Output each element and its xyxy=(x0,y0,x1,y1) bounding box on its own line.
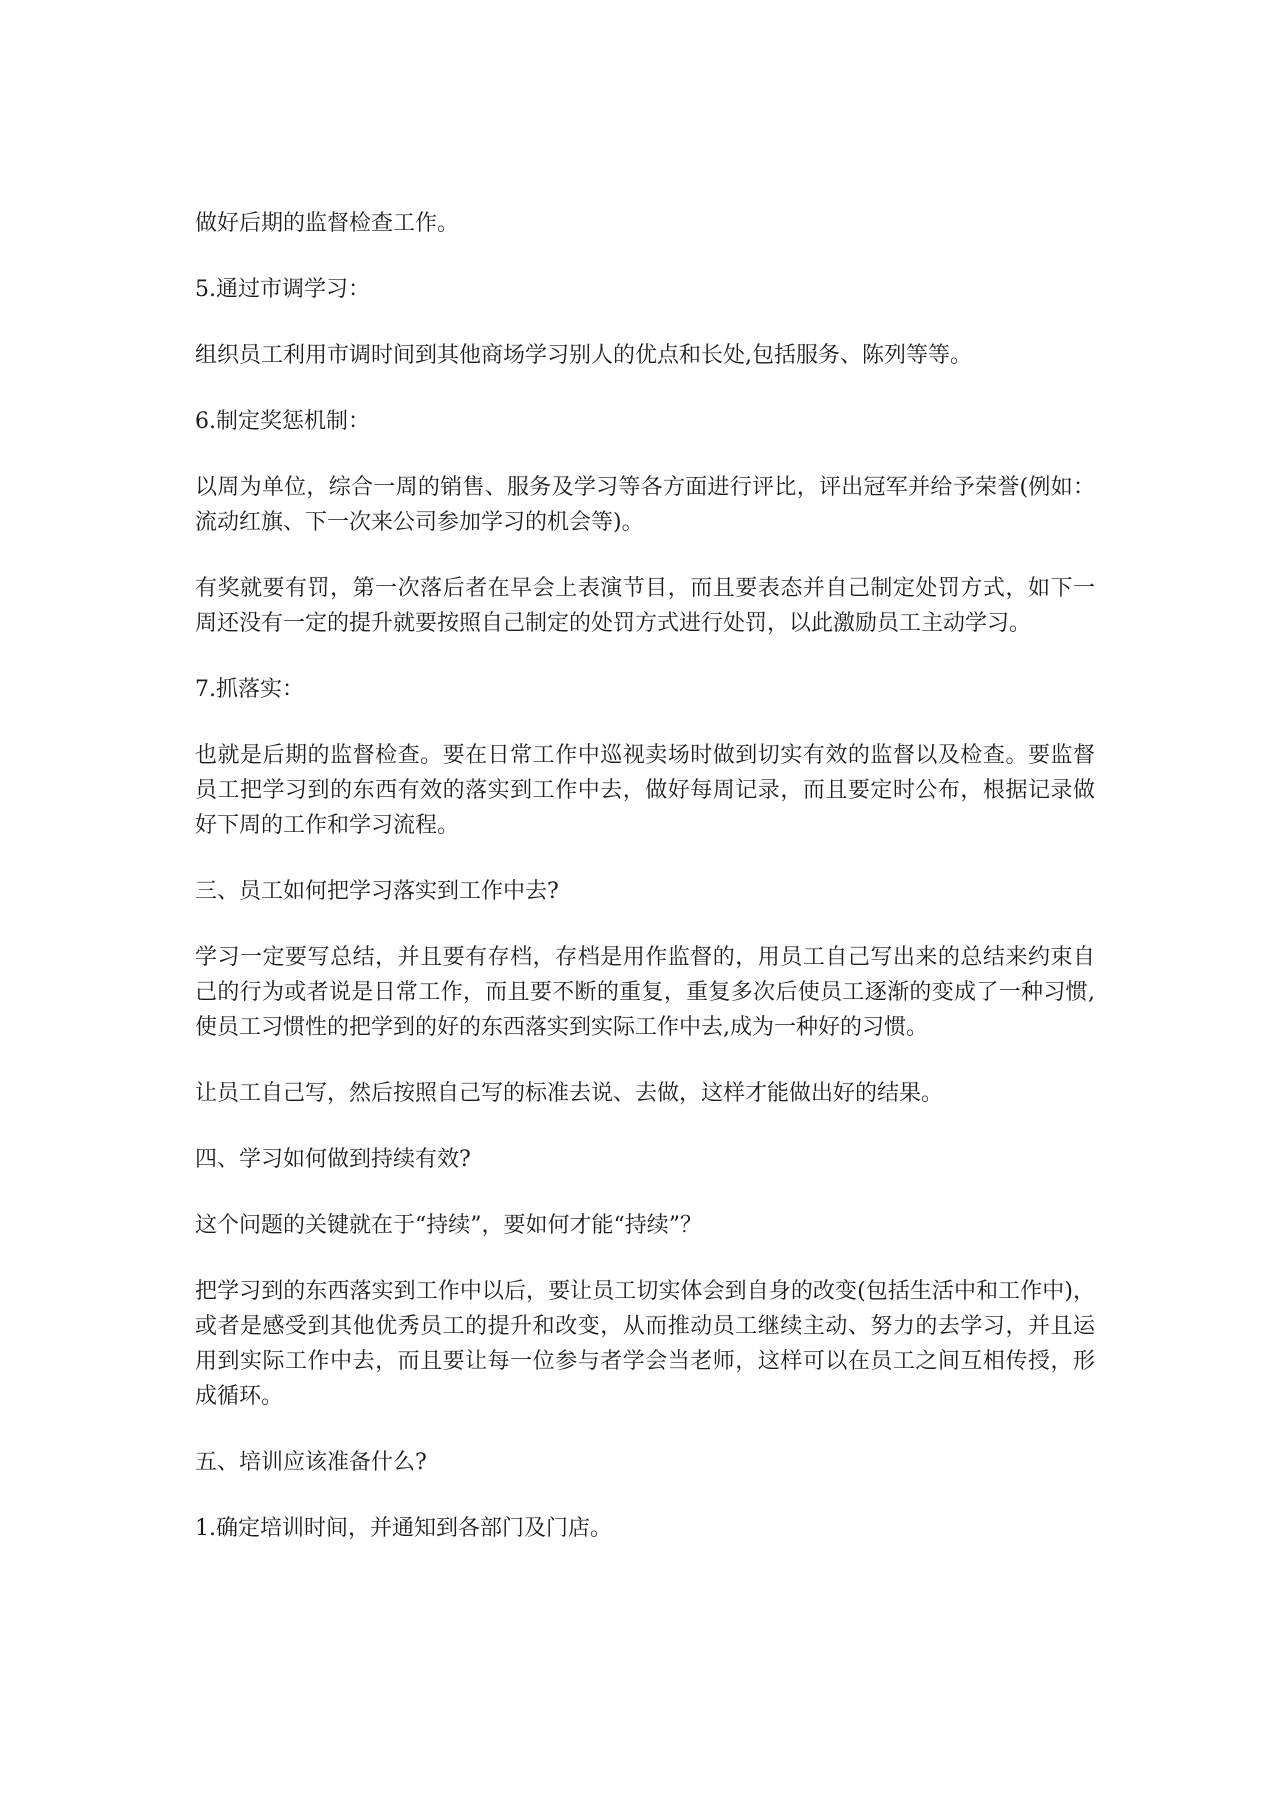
paragraph: 这个问题的关键就在于“持续”，要如何才能“持续”？ xyxy=(195,1213,702,1238)
paragraph: 1.确定培训时间，并通知到各部门及门店。 xyxy=(195,1516,612,1541)
paragraph: 以周为单位，综合一周的销售、服务及学习等各方面进行评比，评出冠军并给予荣誉(例如：流动红旗、下一次来公司参加学习的机会等)。 xyxy=(195,475,1095,535)
document-body xyxy=(195,206,1095,1577)
section-heading: 五、培训应该准备什么? xyxy=(195,1450,427,1475)
section-heading: 6.制定奖惩机制： xyxy=(195,409,370,434)
paragraph: 让员工自己写，然后按照自己写的标准去说、去做，这样才能做出好的结果。 xyxy=(195,1081,944,1106)
paragraph: 也就是后期的监督检查。要在日常工作中巡视卖场时做到切实有效的监督以及检查。要监督员工把学习到的东西有效的落实到工作中去，做好每周记录，而且要定时公布，根据记录做好下周的工作和学习流程。 xyxy=(195,743,1095,838)
paragraph: 组织员工利用市调时间到其他商场学习别人的优点和长处,包括服务、陈列等等。 xyxy=(195,343,972,368)
section-heading: 三、员工如何把学习落实到工作中去? xyxy=(195,879,559,904)
paragraph: 学习一定要写总结，并且要有存档，存档是用作监督的，用员工自己写出来的总结来约束自己的行为或者说是日常工作，而且要不断的重复，重复多次后使员工逐渐的变成了一种习惯,使员工习惯性的把学到的好的东西落实到实际工作中去,成为一种好的习惯。 xyxy=(195,945,1095,1040)
paragraph: 做好后期的监督检查工作。 xyxy=(195,211,460,236)
section-heading: 5.通过市调学习： xyxy=(195,277,370,302)
section-heading: 7.抓落实： xyxy=(195,677,304,702)
paragraph: 有奖就要有罚，第一次落后者在早会上表演节目，而且要表态并自己制定处罚方式，如下一周还没有一定的提升就要按照自己制定的处罚方式进行处罚，以此激励员工主动学习。 xyxy=(195,576,1095,636)
paragraph: 把学习到的东西落实到工作中以后，要让员工切实体会到自身的改变(包括生活中和工作中)，或者是感受到其他优秀员工的提升和改变，从而推动员工继续主动、努力的去学习，并且运用到实际工作中去，而且要让每一位参与者学会当老师，这样可以在员工之间互相传授，形成循环。 xyxy=(195,1279,1095,1409)
section-heading: 四、学习如何做到持续有效? xyxy=(195,1147,471,1172)
